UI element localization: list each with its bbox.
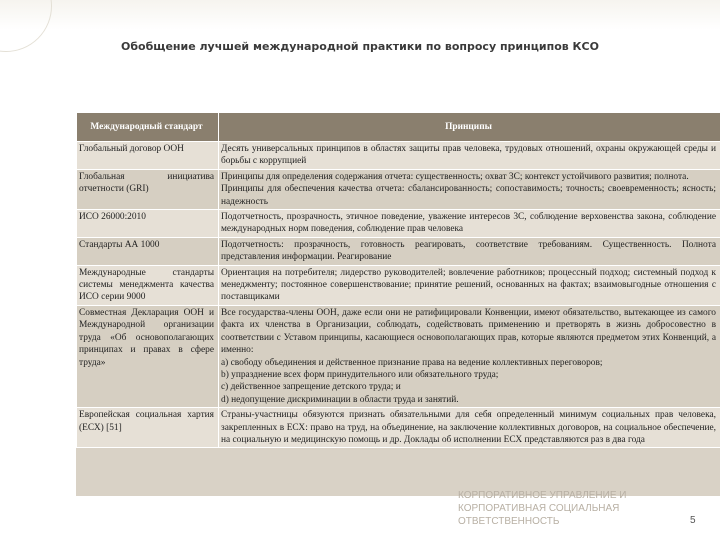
- principle-text: Подотчетность: прозрачность, готовность реагировать, соответствие требованиям. Существенность. Полнота представления информации. Реагирование: [221, 239, 716, 263]
- table-row: [77, 305, 720, 407]
- principles-table: [76, 112, 720, 448]
- table-row: [77, 237, 720, 265]
- table-row: [77, 408, 720, 448]
- top-decor-band: [0, 0, 720, 30]
- principles-cell: [219, 265, 720, 305]
- footer-line: КОРПОРАТИВНОЕ УПРАВЛЕНИЕ И: [458, 490, 627, 501]
- standard-cell: Международные стандарты системы менеджмента качества ИСО серии 9000: [77, 265, 219, 305]
- header-standard: Международный стандарт: [77, 113, 219, 142]
- header-principles: Принципы: [219, 113, 720, 142]
- standard-cell: Глобальный договор ООН: [77, 142, 219, 170]
- table-row: [77, 210, 720, 238]
- footer-line: ОТВЕТСТВЕННОСТЬ: [458, 516, 560, 527]
- standard-cell: Стандарты АА 1000: [77, 237, 219, 265]
- principle-text: Ориентация на потребителя; лидерство руководителей; вовлечение работников; процессный подход; системный подход к менеджменту; постоянное совершенствование; принятие решений, основанных на фактах; взаимовыгодные отношения с поставщиками: [221, 267, 716, 303]
- footer-line: КОРПОРАТИВНАЯ СОЦИАЛЬНАЯ: [458, 503, 620, 514]
- principle-text: Все государства-члены ООН, даже если они не ратифицировали Конвенции, имеют обязательство, вытекающее из самого факта их членства в Организации, соблюдать, содействовать применению и претворять в жизнь добросовестно в соответствии с Уставом принципы, касающиеся основополагающих прав, которые являются предметом этих Конвенций, а именно:: [221, 307, 716, 356]
- standard-cell: Совместная Декларация ООН и Международной организации труда «Об основополагающих принципах и правах в сфере труда»: [77, 305, 219, 407]
- principles-cell: [219, 169, 720, 209]
- principle-list-item: b) упразднение всех форм принудительного или обязательного труда;: [221, 369, 499, 380]
- standard-cell: Глобальная инициатива отчетности (GRI): [77, 169, 219, 209]
- principle-text: Принципы для обеспечения качества отчета: сбалансированность; сопоставимость; точность; своевременность; ясность; надежность: [221, 184, 716, 207]
- principles-cell: [219, 237, 720, 265]
- principle-list-item: c) действенное запрещение детского труда; и: [221, 382, 401, 393]
- footer-caption: [458, 489, 668, 528]
- principles-cell: [219, 210, 720, 238]
- table-header-row: [77, 113, 720, 142]
- table-row: [77, 142, 720, 170]
- page-title: Обобщение лучшей международной практики по вопросу принципов КСО: [121, 40, 599, 53]
- principle-text: Страны-участницы обязуются признать обязательными для себя определенный минимум социальных прав человека, закрепленных в ЕСХ: право на труд, на объединение, на заключение коллективных договоров, на социальное обеспечение, на социальную и медицинскую помощь и др. Доклады об исполнении ЕСХ представляются раз в два года: [221, 410, 716, 445]
- principle-text: Подотчетность, прозрачность, этичное поведение, уважение интересов 3С, соблюдение верховенства закона, соблюдение международных норм поведения, соблюдение прав человека: [221, 212, 716, 235]
- table-row: [77, 265, 720, 305]
- table-row: [77, 169, 720, 209]
- principles-table-container: [76, 112, 720, 496]
- principle-text: Десять универсальных принципов в областях защиты прав человека, трудовых отношений, охраны окружающей среды и борьбы с коррупцией: [221, 144, 716, 167]
- principle-list-item: а) свободу объединения и действенное признание права на ведение коллективных переговоров;: [221, 357, 603, 368]
- principles-cell: [219, 408, 720, 448]
- page-number: 5: [690, 515, 696, 526]
- standard-cell: ИСО 26000:2010: [77, 210, 219, 238]
- principle-list-item: d) недопущение дискриминации в области труда и занятий.: [221, 394, 459, 405]
- standard-cell: Европейская социальная хартия (ЕСХ) [51]: [77, 408, 219, 448]
- principle-text: Принципы для определения содержания отчета: существенность; охват 3С; контекст устойчивого развития; полнота.: [221, 171, 689, 182]
- principles-cell: [219, 305, 720, 407]
- principles-cell: [219, 142, 720, 170]
